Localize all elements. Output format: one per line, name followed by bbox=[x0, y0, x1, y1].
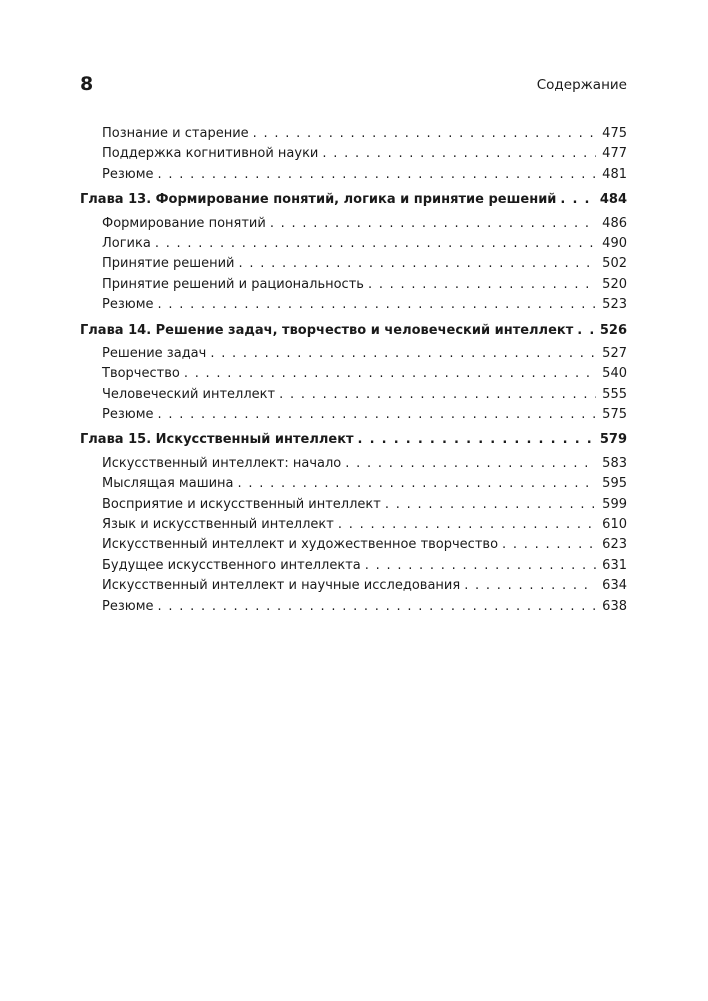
toc-entry-title: Глава 13. Формирование понятий, логика и принятие решений bbox=[80, 192, 557, 208]
toc-entry-page-number: 579 bbox=[599, 432, 627, 448]
toc-entry-title: Глава 14. Решение задач, творчество и человеческий интеллект bbox=[80, 322, 574, 338]
toc-entry-page-number: 475 bbox=[602, 126, 627, 141]
toc-entry-title: Принятие решений bbox=[102, 256, 235, 272]
toc-entry-title: Решение задач bbox=[102, 345, 207, 361]
toc-entry-title: Восприятие и искусственный интеллект bbox=[102, 496, 381, 512]
toc-entry-page-number: 634 bbox=[602, 578, 627, 594]
toc-entry-page-number: 540 bbox=[602, 366, 627, 382]
toc-entry-title: Резюме bbox=[102, 297, 154, 313]
toc-entry-page-number: 555 bbox=[602, 386, 627, 402]
toc-entry-title: Логика bbox=[102, 235, 151, 251]
dot-leader bbox=[322, 144, 596, 164]
toc-section-entry bbox=[80, 576, 627, 596]
dot-leader bbox=[385, 495, 596, 515]
toc-section-entry bbox=[80, 214, 627, 234]
toc-entry-page-number: 502 bbox=[602, 256, 627, 272]
table-of-contents bbox=[80, 124, 627, 617]
toc-entry-page-number: 599 bbox=[602, 496, 627, 512]
dot-leader bbox=[577, 321, 594, 341]
dot-leader bbox=[279, 385, 596, 405]
dot-leader bbox=[210, 344, 596, 364]
toc-section-entry bbox=[80, 454, 627, 474]
toc-entry-page-number: 477 bbox=[602, 146, 627, 162]
toc-entry-title: Мыслящая машина bbox=[102, 476, 234, 492]
toc-entry-title: Резюме bbox=[102, 166, 154, 182]
toc-entry-title: Искусственный интеллект: начало bbox=[102, 455, 342, 471]
toc-entry-title: Искусственный интеллект и художественное творчество bbox=[102, 537, 499, 553]
dot-leader bbox=[338, 515, 596, 535]
toc-entry-page-number: 520 bbox=[602, 276, 627, 292]
toc-section-entry bbox=[80, 234, 627, 254]
toc-section-entry bbox=[80, 275, 627, 295]
toc-chapter-entry bbox=[80, 190, 627, 210]
toc-entry-title: Познание и старение bbox=[102, 126, 249, 141]
dot-leader bbox=[358, 430, 594, 450]
toc-entry-page-number: 481 bbox=[602, 166, 627, 182]
toc-entry-title: Формирование понятий bbox=[102, 215, 266, 231]
toc-section-entry bbox=[80, 535, 627, 555]
dot-leader bbox=[368, 275, 596, 295]
toc-entry-page-number: 486 bbox=[602, 215, 627, 231]
toc-entry-title: Принятие решений и рациональность bbox=[102, 276, 364, 292]
toc-entry-title: Язык и искусственный интеллект bbox=[102, 517, 334, 533]
toc-entry-title: Поддержка когнитивной науки bbox=[102, 146, 319, 162]
toc-entry-page-number: 484 bbox=[599, 192, 627, 208]
toc-section-entry bbox=[80, 385, 627, 405]
toc-chapter-entry bbox=[80, 321, 627, 341]
toc-section-entry bbox=[80, 124, 627, 144]
toc-entry-page-number: 623 bbox=[602, 537, 627, 553]
dot-leader bbox=[158, 295, 597, 315]
dot-leader bbox=[464, 576, 596, 596]
toc-chapter-entry bbox=[80, 430, 627, 450]
toc-entry-page-number: 527 bbox=[602, 345, 627, 361]
dot-leader bbox=[345, 454, 596, 474]
toc-entry-page-number: 583 bbox=[602, 455, 627, 471]
running-head: Содержание bbox=[536, 77, 627, 93]
dot-leader bbox=[560, 190, 593, 210]
toc-section-entry bbox=[80, 597, 627, 617]
dot-leader bbox=[239, 254, 597, 274]
toc-entry-page-number: 490 bbox=[602, 235, 627, 251]
dot-leader bbox=[502, 535, 596, 555]
toc-entry-title: Творчество bbox=[102, 366, 180, 382]
toc-entry-page-number: 575 bbox=[602, 407, 627, 423]
dot-leader bbox=[184, 364, 596, 384]
toc-entry-title: Человеческий интеллект bbox=[102, 386, 276, 402]
toc-entry-page-number: 631 bbox=[602, 557, 627, 573]
toc-section-entry bbox=[80, 254, 627, 274]
toc-entry-page-number: 610 bbox=[602, 517, 627, 533]
toc-entry-title: Искусственный интеллект и научные исследования bbox=[102, 578, 461, 594]
toc-section-entry bbox=[80, 556, 627, 576]
dot-leader bbox=[155, 234, 596, 254]
toc-entry-page-number: 526 bbox=[599, 322, 627, 338]
toc-section-entry bbox=[80, 344, 627, 364]
toc-section-entry bbox=[80, 364, 627, 384]
toc-entry-page-number: 595 bbox=[602, 476, 627, 492]
toc-section-entry bbox=[80, 165, 627, 185]
toc-entry-title: Резюме bbox=[102, 598, 154, 614]
toc-entry-page-number: 523 bbox=[602, 297, 627, 313]
toc-section-entry bbox=[80, 144, 627, 164]
dot-leader bbox=[253, 124, 597, 144]
page-number: 8 bbox=[80, 73, 94, 95]
toc-section-entry bbox=[80, 474, 627, 494]
toc-section-entry bbox=[80, 405, 627, 425]
toc-section-entry bbox=[80, 295, 627, 315]
dot-leader bbox=[158, 405, 597, 425]
toc-entry-title: Будущее искусственного интеллекта bbox=[102, 557, 361, 573]
dot-leader bbox=[270, 214, 596, 234]
dot-leader bbox=[158, 597, 597, 617]
toc-entry-title: Резюме bbox=[102, 407, 154, 423]
toc-section-entry bbox=[80, 495, 627, 515]
toc-entry-title: Глава 15. Искусственный интеллект bbox=[80, 432, 354, 448]
dot-leader bbox=[158, 165, 597, 185]
toc-section-entry bbox=[80, 515, 627, 535]
dot-leader bbox=[365, 556, 596, 576]
dot-leader bbox=[238, 474, 597, 494]
toc-entry-page-number: 638 bbox=[602, 598, 627, 614]
